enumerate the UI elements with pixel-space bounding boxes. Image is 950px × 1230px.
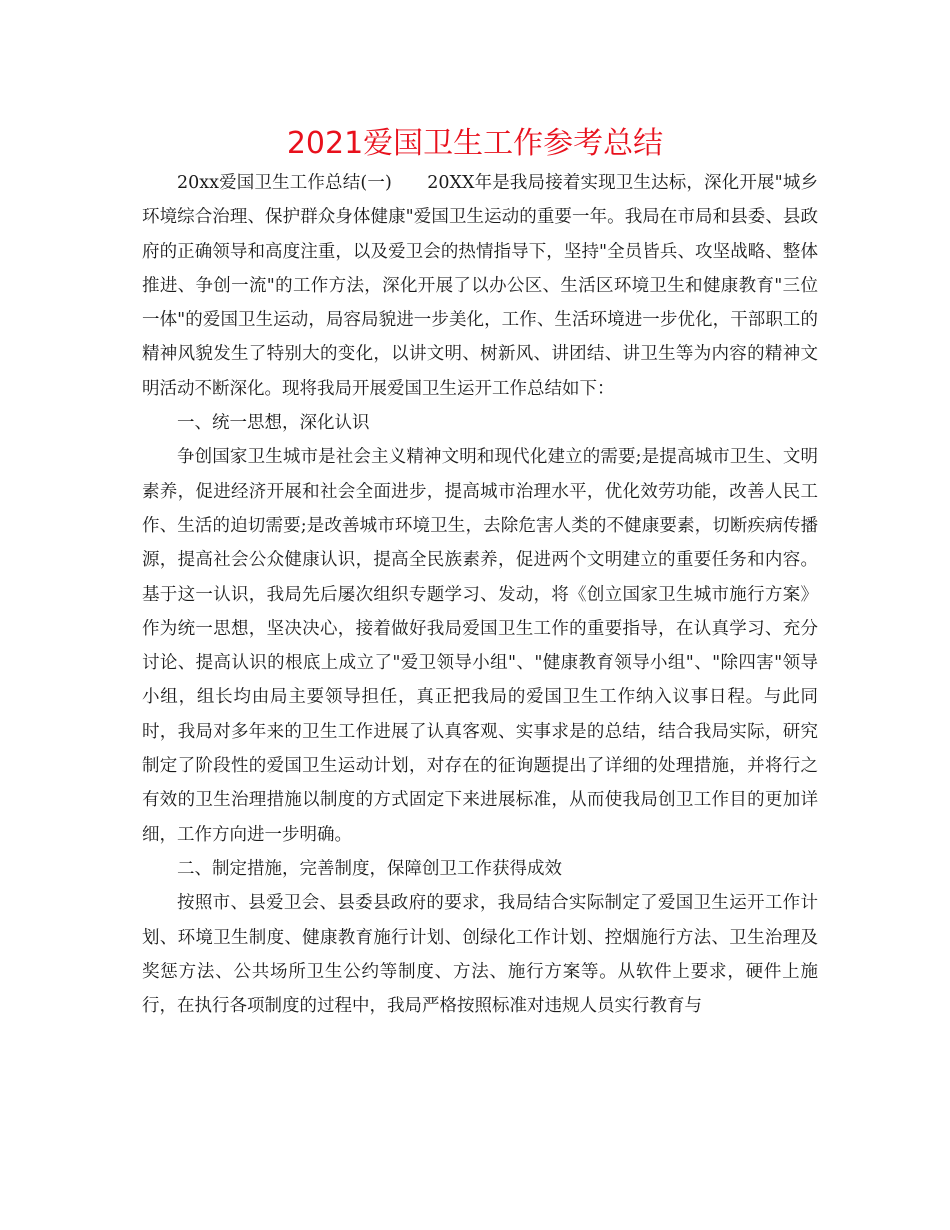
document-title: 2021爱国卫生工作参考总结 xyxy=(286,126,664,161)
document-body xyxy=(142,166,818,1023)
section-heading-2: 二、制定措施，完善制度，保障创卫工作获得成效 xyxy=(177,858,562,879)
paragraph-section-1: 争创国家卫生城市是社会主义精神文明和现代化建立的需要;是提高城市卫生、文明素养，促进经济开展和社会全面进步，提高城市治理水平，优化效劳功能，改善人民工作、生活的迫切需要;是改善城市环境卫生，去除危害人类的不健康要素，切断疾病传播源，提高社会公众健康认识，提高全民族素养，促进两个文明建立的重要任务和内容。基于这一认识，我局先后屡次组织专题学习、发动，将《创立国家卫生城市施行方案》作为统一思想，坚决决心，接着做好我局爱国卫生工作的重要指导，在认真学习、充分讨论、提高认识的根底上成立了"爱卫领导小组"、"健康教育领导小组"、"除四害"领导小组，组长均由局主要领导担任，真正把我局的爱国卫生工作纳入议事日程。与此同时，我局对多年来的卫生工作进展了认真客观、实事求是的总结，结合我局实际，研究制定了阶段性的爱国卫生运动计划，对存在的征询题提出了详细的处理措施，并将行之有效的卫生治理措施以制度的方式固定下来进展标准，从而使我局创卫工作目的更加详细，工作方向进一步明确。 xyxy=(142,447,818,845)
paragraph-intro: 20xx爱国卫生工作总结(一) 20XX年是我局接着实现卫生达标，深化开展"城乡环境综合治理、保护群众身体健康"爱国卫生运动的重要一年。我局在市局和县委、县政府的正确领导和高度注重，以及爱卫会的热情指导下，坚持"全员皆兵、攻坚战略、整体推进、争创一流"的工作方法，深化开展了以办公区、生活区环境卫生和健康教育"三位一体"的爱国卫生运动，局容局貌进一步美化，工作、生活环境进一步优化，干部职工的精神风貌发生了特别大的变化，以讲文明、树新风、讲团结、讲卫生等为内容的精神文明活动不断深化。现将我局开展爱国卫生运开工作总结如下： xyxy=(142,173,818,399)
paragraph-section-2: 按照市、县爱卫会、县委县政府的要求，我局结合实际制定了爱国卫生运开工作计划、环境卫生制度、健康教育施行计划、创绿化工作计划、控烟施行方法、卫生治理及奖惩方法、公共场所卫生公约等制度、方法、施行方案等。从软件上要求，硬件上施行，在执行各项制度的过程中，我局严格按照标准对违规人员实行教育与 xyxy=(142,893,818,1017)
section-heading-1: 一、统一思想，深化认识 xyxy=(177,413,370,434)
